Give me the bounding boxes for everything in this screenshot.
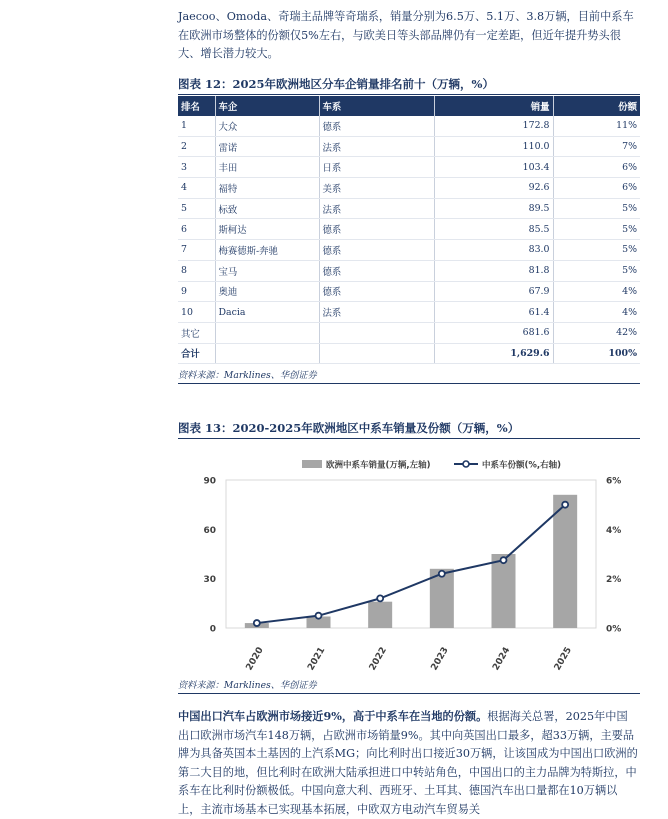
cell-origin: 法系	[319, 198, 434, 219]
cell-automaker: 宝马	[215, 260, 319, 281]
table-row	[178, 219, 640, 240]
cell-origin: 德系	[319, 240, 434, 261]
left-axis-tick-label: 60	[203, 525, 216, 536]
header-automaker: 车企	[215, 96, 319, 116]
cell-rank: 2	[178, 136, 215, 157]
cell-automaker: 梅赛德斯-奔驰	[215, 240, 319, 261]
figure12-title: 图表 12：2025年欧洲地区分车企销量排名前十（万辆，%）	[178, 77, 494, 91]
cell-rank: 6	[178, 219, 215, 240]
cell-sales: 61.4	[434, 302, 553, 323]
closing-text: 根据海关总署，2025年中国出口欧洲市场汽车148万辆，占欧洲市场销量9%。其中向英国出口最多，超33万辆，主要品牌为具备英国本土基因的上汽系MG；向比利时出口接近30万辆，让该国成为中国出口欧洲的第二大目的地，但比利时在欧洲大陆承担进口中转站角色，中国出口的主力品牌为特斯拉，中系车在比利时份额极低。中国向意大利、西班牙、土耳其、德国汽车出口量都在10万辆以上，主流市场基本已实现基本拓展，中欧双方电动汽车贸易关	[178, 710, 638, 816]
cell-rank: 其它	[178, 322, 215, 343]
table-row	[178, 302, 640, 323]
cell-rank: 10	[178, 302, 215, 323]
legend-bar-swatch	[302, 460, 322, 468]
cell-origin: 日系	[319, 157, 434, 178]
closing-paragraph	[178, 707, 638, 819]
table-row	[178, 260, 640, 281]
cell-automaker: 奥迪	[215, 281, 319, 302]
cell-rank: 5	[178, 198, 215, 219]
x-axis-tick-label: 2021	[306, 645, 328, 673]
cell-share: 6%	[553, 178, 640, 199]
header-origin: 车系	[319, 96, 434, 116]
cell-share: 5%	[553, 260, 640, 281]
cell-share: 5%	[553, 240, 640, 261]
figure13-title: 图表 13：2020-2025年欧洲地区中系车销量及份额（万辆，%）	[178, 421, 520, 435]
right-axis-tick-label: 6%	[606, 476, 622, 487]
x-axis-tick-label: 2022	[367, 645, 390, 673]
cell-rank: 1	[178, 116, 215, 136]
cell-share: 5%	[553, 219, 640, 240]
table-header-row	[178, 96, 640, 116]
cell-sales: 81.8	[434, 260, 553, 281]
cell-share: 4%	[553, 281, 640, 302]
sales-bar	[553, 495, 577, 628]
table-row	[178, 240, 640, 261]
figure13-source-rule	[178, 693, 640, 694]
cell-rank: 8	[178, 260, 215, 281]
share-point	[316, 613, 322, 619]
left-axis-tick-label: 90	[203, 476, 216, 487]
share-line	[257, 505, 565, 623]
cell-share: 42%	[553, 322, 640, 343]
intro-paragraph: Jaecoo、Omoda、奇瑞主品牌等奇瑞系，销量分别为6.5万、5.1万、3.8万辆，目前中系车在欧洲市场整体的份额仅5%左右，与欧美日等头部品牌仍有一定差距，但近年提升势头很大、增长潜力较大。	[178, 10, 634, 60]
table-row-total	[178, 343, 640, 364]
header-sales: 销量	[434, 96, 553, 116]
cell-automaker: 雷诺	[215, 136, 319, 157]
cell-sales: 1,629.6	[434, 343, 553, 364]
table-row	[178, 116, 640, 136]
cell-origin: 德系	[319, 116, 434, 136]
cell-origin: 美系	[319, 178, 434, 199]
figure12-source-rule	[178, 383, 640, 384]
cell-origin	[319, 343, 434, 364]
right-axis-tick-label: 0%	[606, 624, 622, 635]
share-point	[501, 557, 507, 563]
x-axis-tick-label: 2023	[429, 645, 451, 673]
cell-automaker: 标致	[215, 198, 319, 219]
share-point	[562, 502, 568, 508]
legend-line-marker	[463, 461, 469, 467]
x-axis-tick-label: 2024	[491, 645, 513, 673]
cell-rank: 7	[178, 240, 215, 261]
sales-bar	[492, 554, 516, 628]
header-share: 份额	[553, 96, 640, 116]
legend-bar-label: 欧洲中系车销量(万辆,左轴)	[326, 460, 431, 471]
cell-sales: 110.0	[434, 136, 553, 157]
cell-sales: 172.8	[434, 116, 553, 136]
table-row	[178, 157, 640, 178]
x-axis-tick-label: 2020	[244, 645, 266, 673]
right-axis-tick-label: 4%	[606, 525, 622, 536]
left-axis-tick-label: 0	[209, 624, 216, 635]
figure13-source: 资料来源：Marklines、华创证券	[178, 680, 317, 691]
sales-ranking-table	[178, 96, 640, 364]
cell-share: 4%	[553, 302, 640, 323]
cell-origin: 德系	[319, 219, 434, 240]
closing-bold-lead: 中国出口汽车占欧洲市场接近9%，高于中系车在当地的份额。	[178, 709, 488, 723]
cell-automaker: 斯柯达	[215, 219, 319, 240]
cell-share: 7%	[553, 136, 640, 157]
figure12-title-rule	[178, 94, 640, 95]
cell-sales: 67.9	[434, 281, 553, 302]
cell-share: 5%	[553, 198, 640, 219]
table-row	[178, 198, 640, 219]
cell-rank: 合计	[178, 343, 215, 364]
x-axis-tick-label: 2025	[552, 645, 575, 673]
share-point	[439, 571, 445, 577]
cell-rank: 9	[178, 281, 215, 302]
figure12-source: 资料来源：Marklines、华创证券	[178, 370, 317, 381]
cell-origin: 法系	[319, 302, 434, 323]
cell-automaker: 丰田	[215, 157, 319, 178]
share-point	[377, 595, 383, 601]
cell-sales: 83.0	[434, 240, 553, 261]
cell-origin: 德系	[319, 281, 434, 302]
cell-share: 11%	[553, 116, 640, 136]
plot-area-border	[226, 480, 596, 628]
right-axis-tick-label: 2%	[606, 575, 622, 586]
cell-share: 100%	[553, 343, 640, 364]
cell-share: 6%	[553, 157, 640, 178]
cell-automaker	[215, 322, 319, 343]
header-rank: 排名	[178, 96, 215, 116]
cell-sales: 681.6	[434, 322, 553, 343]
cell-origin: 德系	[319, 260, 434, 281]
cell-sales: 85.5	[434, 219, 553, 240]
china-brand-sales-chart	[178, 442, 640, 674]
cell-automaker	[215, 343, 319, 364]
cell-rank: 4	[178, 178, 215, 199]
cell-origin: 法系	[319, 136, 434, 157]
table-row	[178, 178, 640, 199]
table-row	[178, 281, 640, 302]
sales-bar	[368, 602, 392, 628]
cell-automaker: Dacia	[215, 302, 319, 323]
cell-automaker: 福特	[215, 178, 319, 199]
figure13-title-rule	[178, 438, 640, 439]
table-row	[178, 136, 640, 157]
cell-sales: 92.6	[434, 178, 553, 199]
cell-sales: 103.4	[434, 157, 553, 178]
share-point	[254, 620, 260, 626]
table-row-other	[178, 322, 640, 343]
cell-sales: 89.5	[434, 198, 553, 219]
legend-line-label: 中系车份额(%,右轴)	[482, 460, 562, 471]
cell-origin	[319, 322, 434, 343]
cell-automaker: 大众	[215, 116, 319, 136]
cell-rank: 3	[178, 157, 215, 178]
left-axis-tick-label: 30	[203, 575, 216, 586]
